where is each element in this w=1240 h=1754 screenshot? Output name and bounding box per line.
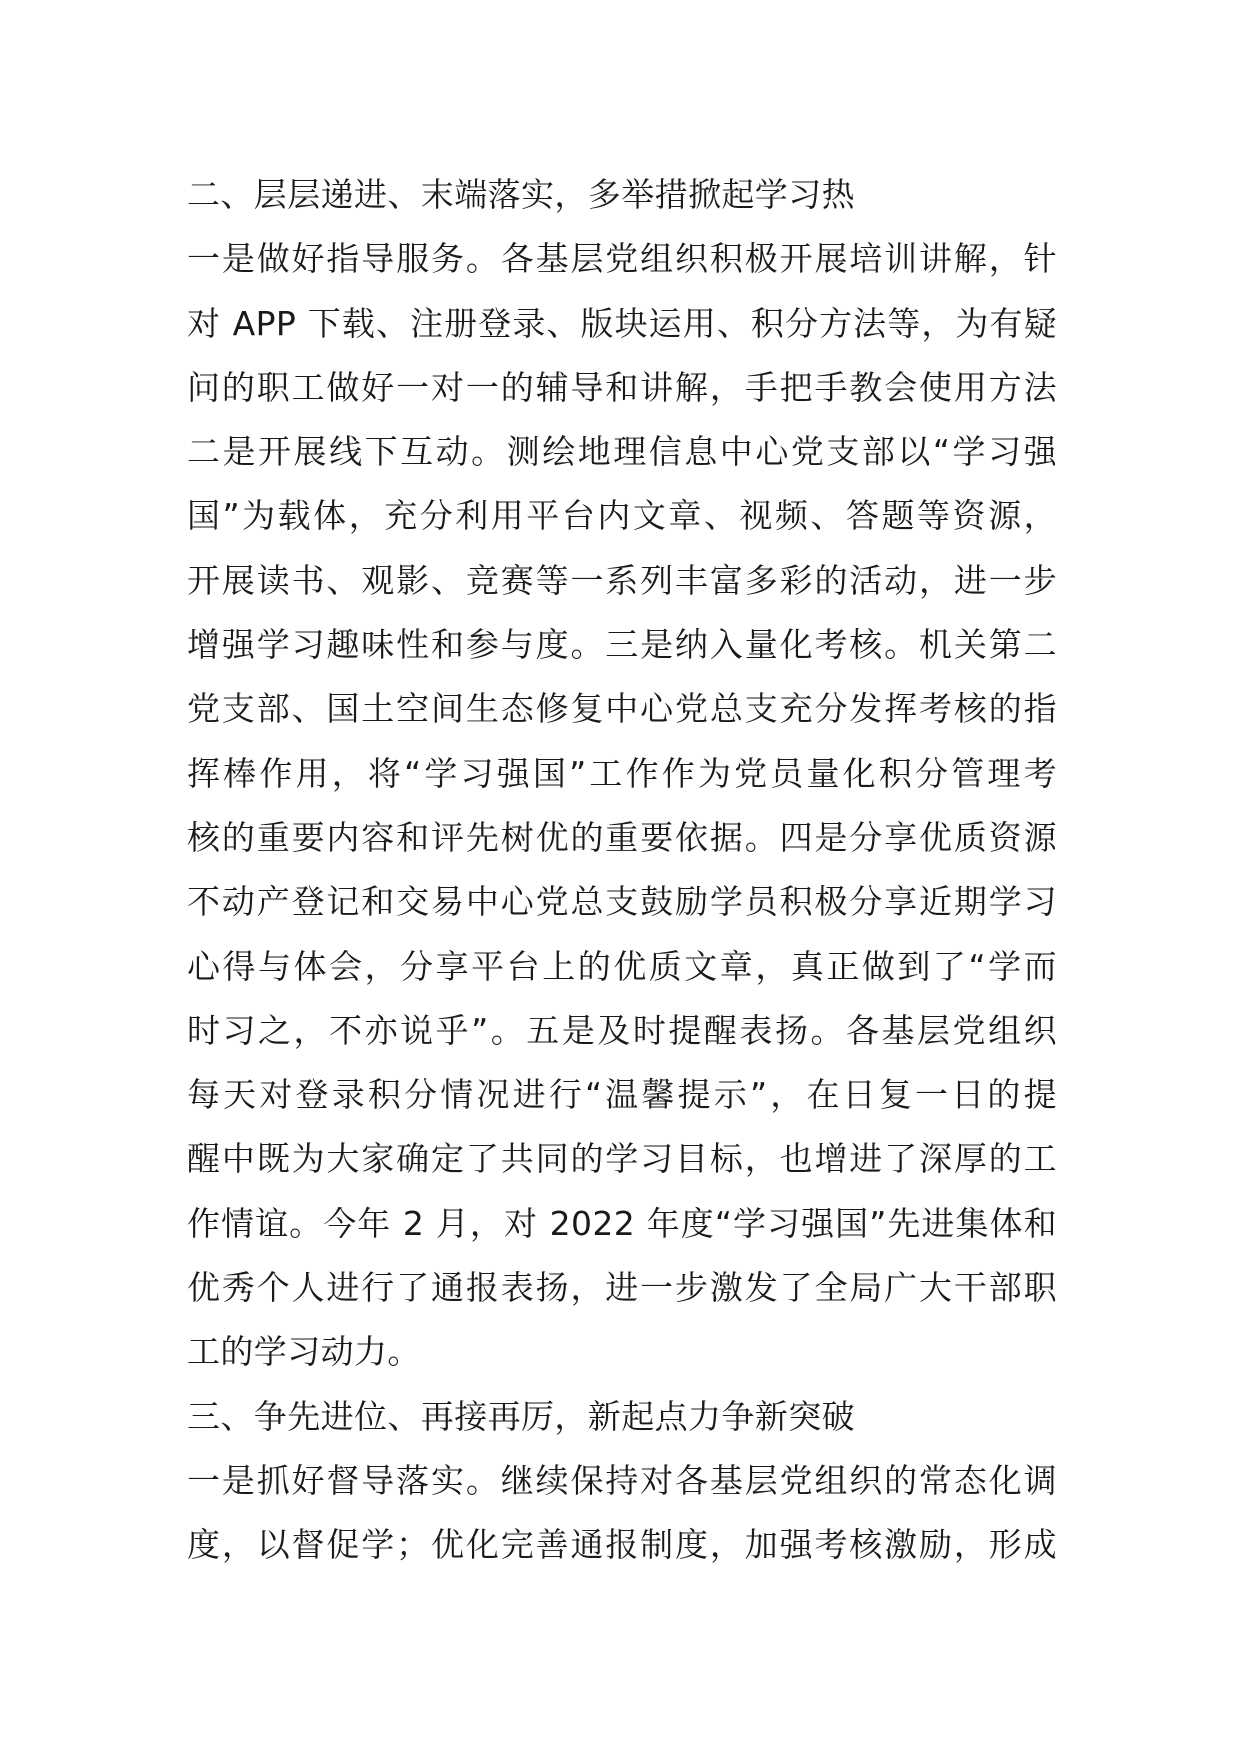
paragraph-line: 二是开展线下互动。测绘地理信息中心党支部以“学习强 (187, 432, 1057, 472)
section-heading-3: 三、争先进位、再接再厉，新起点力争新突破 (187, 1396, 855, 1436)
paragraph-line: 开展读书、观影、竞赛等一系列丰富多彩的活动，进一步 (187, 560, 1057, 600)
paragraph-line: 党支部、国土空间生态修复中心党总支充分发挥考核的指 (187, 689, 1057, 729)
paragraph-line: 优秀个人进行了通报表扬，进一步激发了全局广大干部职 (187, 1268, 1057, 1308)
paragraph-line: 挥棒作用，将“学习强国”工作作为党员量化积分管理考 (187, 753, 1057, 793)
document-body (187, 163, 1057, 1578)
paragraph-line: 核的重要内容和评先树优的重要依据。四是分享优质资源 (187, 817, 1057, 857)
paragraph-line: 一是做好指导服务。各基层党组织积极开展培训讲解，针 (187, 239, 1057, 279)
paragraph-line: 心得与体会，分享平台上的优质文章，真正做到了“学而 (187, 946, 1057, 986)
paragraph-line: 对 APP 下载、注册登录、版块运用、积分方法等，为有疑 (187, 303, 1057, 343)
paragraph-line: 国”为载体，充分利用平台内文章、视频、答题等资源， (187, 496, 1057, 536)
section-heading-2: 二、层层递进、末端落实，多举措掀起学习热 (187, 175, 855, 214)
paragraph-line: 醒中既为大家确定了共同的学习目标，也增进了深厚的工 (187, 1139, 1057, 1179)
paragraph-line: 增强学习趣味性和参与度。三是纳入量化考核。机关第二 (187, 625, 1057, 665)
paragraph-line: 时习之，不亦说乎”。五是及时提醒表扬。各基层党组织 (187, 1010, 1057, 1050)
paragraph-line: 问的职工做好一对一的辅导和讲解，手把手教会使用方法 (187, 367, 1057, 407)
paragraph-line: 工的学习动力。 (187, 1332, 421, 1372)
paragraph-line: 不动产登记和交易中心党总支鼓励学员积极分享近期学习 (187, 882, 1057, 922)
paragraph-line: 度，以督促学；优化完善通报制度，加强考核激励，形成 (187, 1525, 1057, 1565)
paragraph-line: 一是抓好督导落实。继续保持对各基层党组织的常态化调 (187, 1460, 1057, 1500)
paragraph-line: 每天对登录积分情况进行“温馨提示”，在日复一日的提 (187, 1075, 1057, 1115)
paragraph-line: 作情谊。今年 2 月，对 2022 年度“学习强国”先进集体和 (187, 1203, 1057, 1243)
